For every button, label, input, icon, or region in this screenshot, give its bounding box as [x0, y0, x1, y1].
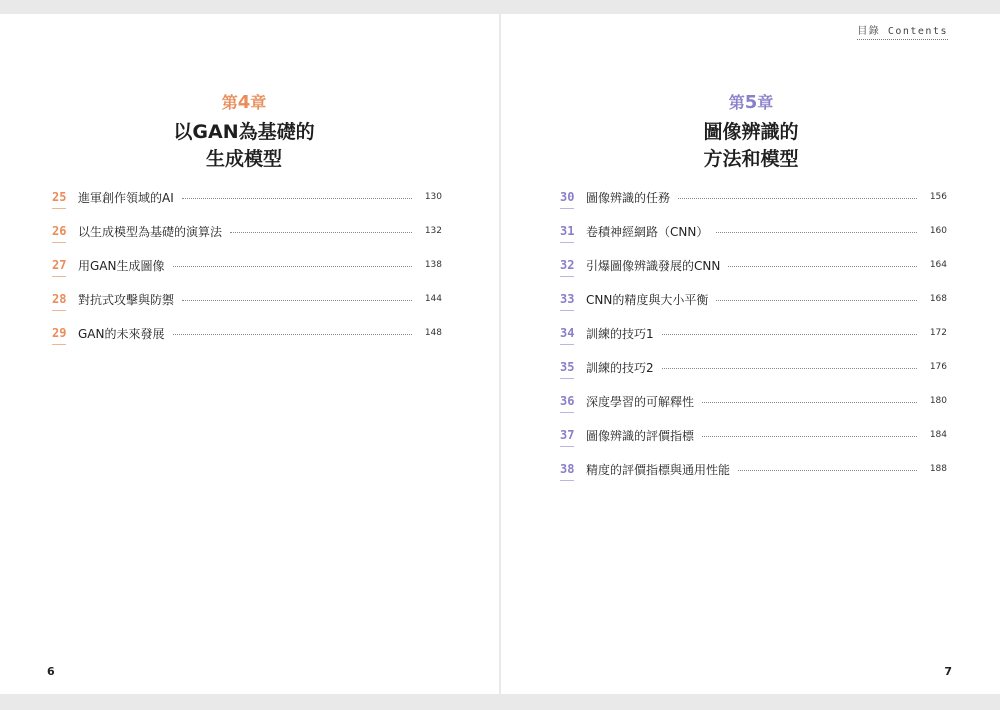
dot-leader — [662, 334, 917, 335]
toc-entry[interactable] — [560, 418, 947, 452]
toc-entry[interactable] — [560, 180, 947, 214]
chapter-number: 5 — [744, 92, 758, 113]
entry-number: 31 — [560, 224, 586, 238]
dot-leader — [662, 368, 917, 369]
entry-page-number: 176 — [929, 362, 947, 372]
dot-leader — [716, 232, 917, 233]
toc-entry[interactable] — [52, 248, 442, 282]
entry-page-number: 144 — [424, 294, 442, 304]
toc-list-chapter-4 — [52, 180, 442, 350]
entry-title: 對抗式攻擊與防禦 — [78, 292, 175, 307]
chapter-title — [124, 119, 364, 173]
entry-title: 訓練的技巧2 — [586, 360, 654, 375]
entry-title: 用GAN生成圖像 — [78, 258, 165, 273]
entry-title: 引爆圖像辨識發展的CNN — [586, 258, 721, 273]
entry-number: 27 — [52, 258, 78, 272]
chapter-prefix: 第 — [221, 93, 238, 112]
entry-title: 精度的評價指標與通用性能 — [586, 462, 731, 477]
entry-page-number: 160 — [929, 226, 947, 236]
toc-entry[interactable] — [52, 316, 442, 350]
right-page — [501, 14, 1000, 694]
entry-number: 28 — [52, 292, 78, 306]
entry-title: 訓練的技巧1 — [586, 326, 654, 341]
chapter-suffix: 章 — [250, 93, 267, 112]
chapter-5-heading — [631, 90, 871, 173]
entry-number: 26 — [52, 224, 78, 238]
dot-leader — [716, 300, 917, 301]
entry-title: 卷積神經網路（CNN） — [586, 224, 709, 239]
dot-leader — [230, 232, 412, 233]
left-page — [0, 14, 499, 694]
toc-entry[interactable] — [560, 248, 947, 282]
chapter-title-line1: 以GAN為基礎的 — [173, 121, 315, 143]
entry-page-number: 172 — [929, 328, 947, 338]
dot-leader — [173, 334, 413, 335]
entry-title: 以生成模型為基礎的演算法 — [78, 224, 223, 239]
entry-number: 35 — [560, 360, 586, 374]
entry-page-number: 164 — [929, 260, 947, 270]
toc-entry[interactable] — [560, 384, 947, 418]
toc-list-chapter-5 — [560, 180, 947, 486]
dot-leader — [738, 470, 917, 471]
entry-page-number: 180 — [929, 396, 947, 406]
entry-number: 36 — [560, 394, 586, 408]
dot-leader — [702, 436, 917, 437]
toc-entry[interactable] — [52, 214, 442, 248]
entry-number: 37 — [560, 428, 586, 442]
page-number-right: 7 — [944, 665, 952, 678]
chapter-number: 4 — [237, 92, 251, 113]
entry-page-number: 148 — [424, 328, 442, 338]
entry-title: 圖像辨識的評價指標 — [586, 428, 695, 443]
entry-number: 30 — [560, 190, 586, 204]
dot-leader — [702, 402, 917, 403]
entry-page-number: 130 — [424, 192, 442, 202]
entry-number: 29 — [52, 326, 78, 340]
entry-page-number: 188 — [929, 464, 947, 474]
chapter-prefix: 第 — [728, 93, 745, 112]
dot-leader — [182, 300, 412, 301]
entry-title: GAN的未來發展 — [78, 326, 165, 341]
toc-entry[interactable] — [560, 214, 947, 248]
entry-number: 25 — [52, 190, 78, 204]
entry-title: 深度學習的可解釋性 — [586, 394, 695, 409]
entry-title: CNN的精度與大小平衡 — [586, 292, 709, 307]
entry-page-number: 138 — [424, 260, 442, 270]
entry-number: 33 — [560, 292, 586, 306]
entry-page-number: 184 — [929, 430, 947, 440]
chapter-4-heading — [124, 90, 364, 173]
chapter-label — [124, 90, 364, 113]
entry-page-number: 132 — [424, 226, 442, 236]
chapter-title — [631, 119, 871, 173]
entry-number: 32 — [560, 258, 586, 272]
toc-entry[interactable] — [560, 282, 947, 316]
page-number-left: 6 — [47, 665, 55, 678]
toc-entry[interactable] — [52, 282, 442, 316]
toc-entry[interactable] — [560, 316, 947, 350]
entry-page-number: 156 — [929, 192, 947, 202]
chapter-title-line2: 生成模型 — [205, 148, 282, 170]
toc-entry[interactable] — [560, 350, 947, 384]
dot-leader — [173, 266, 413, 267]
chapter-title-line2: 方法和模型 — [703, 148, 799, 170]
toc-entry[interactable] — [52, 180, 442, 214]
chapter-suffix: 章 — [757, 93, 774, 112]
entry-number: 34 — [560, 326, 586, 340]
toc-entry[interactable] — [560, 452, 947, 486]
entry-page-number: 168 — [929, 294, 947, 304]
entry-title: 圖像辨識的任務 — [586, 190, 671, 205]
entry-title: 進軍創作領域的AI — [78, 190, 174, 205]
chapter-label — [631, 90, 871, 113]
running-head: 目錄 Contents — [857, 22, 948, 40]
dot-leader — [728, 266, 917, 267]
dot-leader — [182, 198, 412, 199]
dot-leader — [678, 198, 917, 199]
chapter-title-line1: 圖像辨識的 — [703, 121, 799, 143]
entry-number: 38 — [560, 462, 586, 476]
